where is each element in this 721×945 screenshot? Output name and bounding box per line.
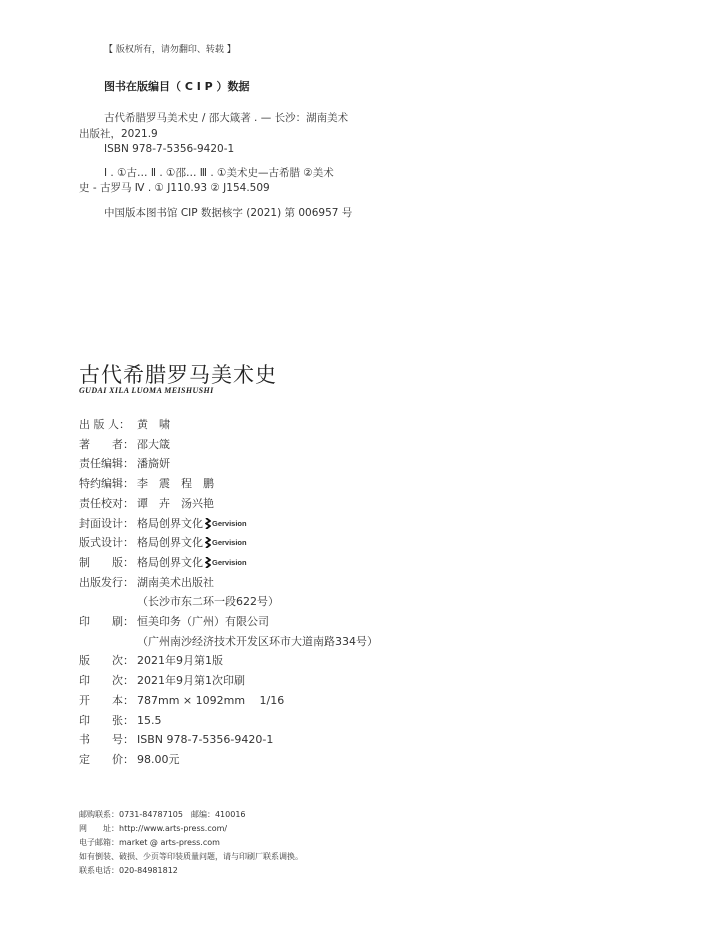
- colophon-label: 定 价：: [79, 753, 134, 766]
- colophon-value: 2021年9月第1版: [137, 654, 223, 667]
- colophon-label: 出 版 人：: [79, 418, 130, 431]
- colophon-label: 版 次：: [79, 654, 134, 667]
- colophon-value: 谭 卉 汤兴艳: [137, 497, 214, 510]
- colophon-row: [79, 693, 284, 709]
- colophon-value: 潘旖妍: [137, 457, 170, 470]
- colophon-value: 黄 啸: [137, 418, 170, 431]
- gervision-logo-icon: [205, 557, 211, 568]
- colophon-row: [79, 476, 214, 492]
- colophon-row: [79, 496, 214, 512]
- colophon-label: 印 张：: [79, 714, 134, 727]
- book-title-pinyin: GUDAI XILA LUOMA MEISHUSHI: [79, 386, 214, 395]
- colophon-row: [79, 437, 170, 453]
- footer-mail-order: 邮购联系：0731-84787105 邮编：410016: [79, 810, 246, 819]
- colophon-row: [79, 713, 162, 729]
- colophon-value: 邵大箴: [137, 438, 170, 451]
- colophon-value: 李 震 程 鹏: [137, 477, 214, 490]
- colophon-label: 印 刷：: [79, 615, 134, 628]
- colophon-label: 责任编辑：: [79, 457, 134, 470]
- cip-line-6: 中国版本图书馆 CIP 数据核字 (2021) 第 006957 号: [104, 207, 353, 219]
- colophon-row: [79, 653, 223, 669]
- cip-line-5: 史 - 古罗马 Ⅳ . ① J110.93 ② J154.509: [79, 182, 270, 194]
- colophon-row: [79, 417, 170, 433]
- colophon-label: 封面设计：: [79, 517, 134, 530]
- colophon-row: [79, 732, 273, 748]
- gervision-logo-text: Gervision: [212, 538, 247, 547]
- colophon-row: [79, 614, 269, 630]
- colophon-value: （长沙市东二环一段622号）: [137, 595, 279, 608]
- cip-line-1: 古代希腊罗马美术史 / 邵大箴著 . — 长沙：湖南美术: [104, 112, 349, 124]
- colophon-continuation: [137, 594, 279, 610]
- gervision-logo-text: Gervision: [212, 519, 247, 528]
- cip-line-4: Ⅰ . ①古… Ⅱ . ①邵… Ⅲ . ①美术史—古希腊 ②美术: [104, 167, 334, 179]
- cip-title: 图书在版编目（ C I P ）数据: [104, 80, 250, 93]
- colophon-label: 特约编辑：: [79, 477, 134, 490]
- colophon-value: 格局创界文化: [137, 536, 203, 549]
- colophon-label: 责任校对：: [79, 497, 134, 510]
- colophon-label: 制 版：: [79, 556, 134, 569]
- gervision-logo-icon: [205, 537, 211, 548]
- gervision-logo-icon: [205, 518, 211, 529]
- colophon-row: [79, 752, 180, 768]
- footer-email: 电子邮箱：market @ arts-press.com: [79, 838, 220, 847]
- colophon-label: 著 者：: [79, 438, 134, 451]
- colophon-value: 恒美印务（广州）有限公司: [137, 615, 269, 628]
- colophon-value: （广州南沙经济技术开发区环市大道南路334号）: [137, 635, 378, 648]
- colophon-value: 787mm × 1092mm 1/16: [137, 694, 285, 707]
- colophon-value: ISBN 978-7-5356-9420-1: [137, 733, 274, 746]
- colophon-value: 湖南美术出版社: [137, 576, 214, 589]
- footer-phone: 联系电话：020-84981812: [79, 866, 178, 875]
- gervision-logo-text: Gervision: [212, 558, 247, 567]
- colophon-label: 书 号：: [79, 733, 134, 746]
- colophon-value: 格局创界文化: [137, 517, 203, 530]
- colophon-value: 2021年9月第1次印刷: [137, 674, 245, 687]
- cip-line-2: 出版社，2021.9: [79, 128, 158, 140]
- colophon-row: [79, 575, 214, 591]
- colophon-label: 版式设计：: [79, 536, 134, 549]
- colophon-row: [79, 535, 247, 551]
- colophon-row: [79, 456, 170, 472]
- colophon-row: [79, 555, 247, 571]
- colophon-row: [79, 516, 247, 532]
- colophon-row: [79, 673, 245, 689]
- colophon-label: 出版发行：: [79, 576, 134, 589]
- colophon-value: 15.5: [137, 714, 162, 727]
- colophon-label: 开 本：: [79, 694, 134, 707]
- cip-line-3: ISBN 978-7-5356-9420-1: [104, 143, 235, 155]
- copyright-notice: 【 版权所有，请勿翻印、转载 】: [104, 45, 236, 55]
- footer-quality-notice: 如有倒装、破损、少页等印装质量问题，请与印刷厂联系调换。: [79, 852, 303, 861]
- colophon-label: 印 次：: [79, 674, 134, 687]
- footer-website: 网 址：http://www.arts-press.com/: [79, 824, 228, 833]
- colophon-continuation: [137, 634, 378, 650]
- book-title: 古代希腊罗马美术史: [79, 363, 277, 387]
- colophon-value: 98.00元: [137, 753, 180, 766]
- colophon-value: 格局创界文化: [137, 556, 203, 569]
